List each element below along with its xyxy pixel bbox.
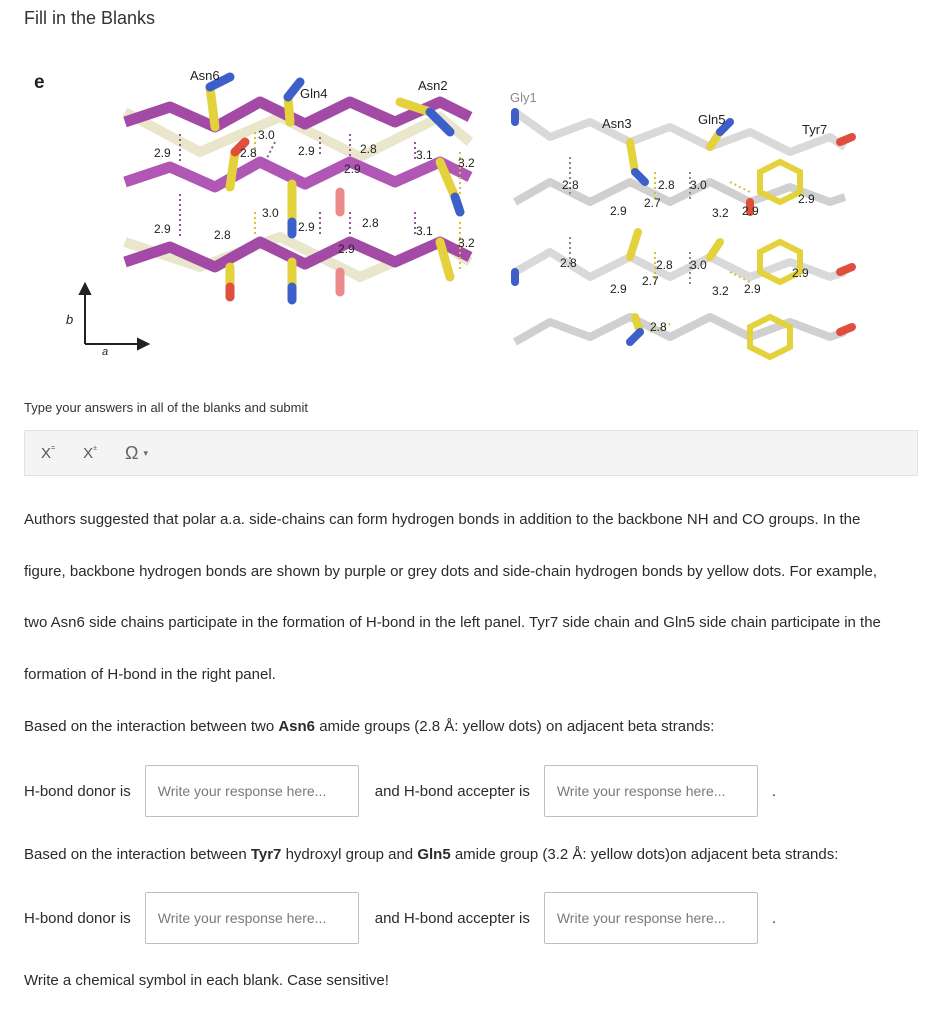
acceptor-label: and H-bond accepter is	[374, 909, 530, 927]
distance-label: 3.0	[690, 178, 707, 192]
paragraph-line: Authors suggested that polar a.a. side-chains can form hydrogen bonds in addition to the backbone NH and CO groups. In the	[24, 511, 861, 528]
donor-label: H-bond donor is	[24, 909, 131, 927]
residue-label: Asn2	[418, 78, 448, 93]
distance-label: 2.8	[240, 146, 257, 160]
instructions-text: Type your answers in all of the blanks and submit	[24, 400, 308, 415]
paragraph-line: figure, backbone hydrogen bonds are shown by purple or grey dots and side-chain hydrogen bonds by yellow dots. For example,	[24, 563, 878, 580]
distance-label: 2.9	[610, 204, 627, 218]
distance-label: 2.8	[650, 320, 667, 334]
paragraph-line: formation of H-bond in the right panel.	[24, 666, 276, 683]
distance-label: 3.0	[262, 206, 279, 220]
distance-label: 2.8	[658, 178, 675, 192]
distance-label: 3.2	[712, 206, 729, 220]
distance-label: 2.9	[744, 282, 761, 296]
residue-label: Tyr7	[802, 122, 828, 137]
beta-sheet-figure	[30, 62, 890, 382]
donor-input-1[interactable]	[145, 765, 359, 817]
donor-input-2[interactable]	[145, 892, 359, 944]
residue-label: Asn3	[602, 116, 632, 131]
residue-label: Gly1	[510, 90, 537, 105]
axis-label-b: b	[66, 312, 74, 327]
answer-row-2	[24, 892, 776, 944]
axis-arrows	[80, 284, 148, 349]
period: .	[771, 909, 776, 927]
distance-label: 2.8	[214, 228, 231, 242]
page-title: Fill in the Blanks	[24, 8, 156, 28]
distance-label: 2.8	[562, 178, 579, 192]
panel-label: e	[34, 72, 45, 93]
distance-label: 2.9	[792, 266, 809, 280]
special-characters-dropdown[interactable]	[125, 443, 148, 464]
distance-label: 2.7	[642, 274, 659, 288]
residue-label: Gln4	[300, 86, 328, 101]
distance-label: 3.0	[690, 258, 707, 272]
distance-label: 2.9	[610, 282, 627, 296]
distance-label: 2.9	[344, 162, 361, 176]
distance-label: 2.9	[298, 220, 315, 234]
answer-row-1	[24, 765, 776, 817]
distance-label: 3.0	[258, 128, 275, 142]
residue-label: Asn6	[190, 68, 220, 83]
chevron-down-icon: ▾	[143, 447, 148, 458]
distance-label: 2.7	[644, 196, 661, 210]
question-2-text: Based on the interaction between Tyr7 hydroxyl group and Gln5 amide group (3.2 Å: yellow dots)on adjacent beta strands:	[24, 846, 839, 863]
distance-label: 3.1	[416, 148, 433, 162]
formatting-toolbar	[24, 430, 918, 476]
paragraph-line: two Asn6 side chains participate in the formation of H-bond in the left panel. Tyr7 side chain and Gln5 side chain participate in the	[24, 614, 881, 631]
distance-label: 2.9	[298, 144, 315, 158]
distance-label: 2.8	[362, 216, 379, 230]
acceptor-label: and H-bond accepter is	[374, 782, 530, 800]
acceptor-input-1[interactable]	[544, 765, 758, 817]
distance-label: 3.1	[416, 224, 433, 238]
distance-label: 2.9	[742, 204, 759, 218]
distance-label: 2.9	[338, 242, 355, 256]
distance-label: 2.8	[360, 142, 377, 156]
period: .	[771, 782, 776, 800]
distance-label: 2.9	[154, 222, 171, 236]
distance-label: 2.8	[656, 258, 673, 272]
distance-label: 3.2	[712, 284, 729, 298]
left-panel-structure	[125, 77, 470, 300]
subscript-button[interactable]: X =	[41, 444, 56, 462]
footer-note: Write a chemical symbol in each blank. Case sensitive!	[24, 972, 389, 989]
residue-label: Gln5	[698, 112, 726, 127]
donor-label: H-bond donor is	[24, 782, 131, 800]
distance-label: 2.9	[798, 192, 815, 206]
distance-label: 3.2	[458, 236, 475, 250]
omega-icon: Ω	[124, 442, 139, 463]
acceptor-input-2[interactable]	[544, 892, 758, 944]
right-panel-structure	[515, 112, 852, 357]
axis-label-a: a	[102, 346, 109, 358]
distance-label: 3.2	[458, 156, 475, 170]
distance-label: 2.8	[560, 256, 577, 270]
distance-label: 2.9	[154, 146, 171, 160]
superscript-button[interactable]: X ±	[83, 444, 97, 462]
question-1-text: Based on the interaction between two Asn6 amide groups (2.8 Å: yellow dots) on adjacent beta strands:	[24, 718, 715, 735]
